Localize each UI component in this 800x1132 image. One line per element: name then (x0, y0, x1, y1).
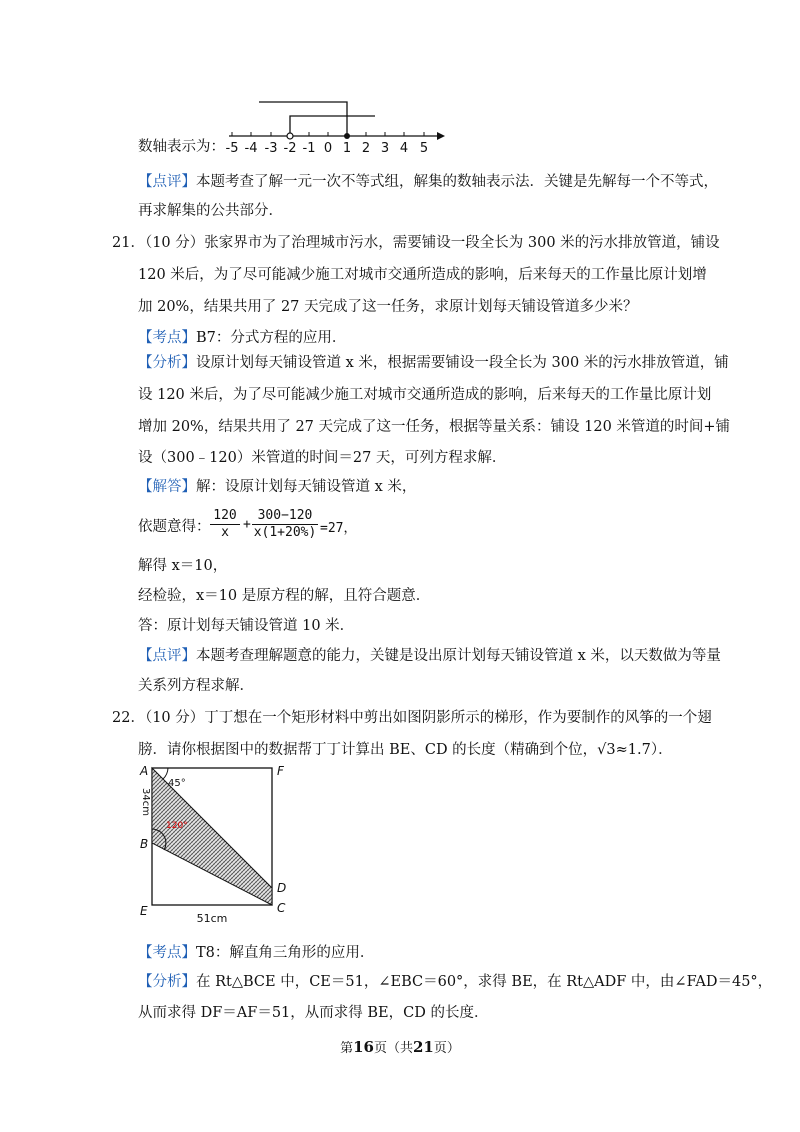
q21-fenxi-line2: 设 120 米后，为了尽可能减少施工对城市交通所造成的影响，后来每天的工作量比原计划 (138, 387, 712, 403)
angle-45-label: 45° (168, 778, 186, 789)
q22-line1: 22．（10 分）丁丁想在一个矩形材料中剪出如图阴影所示的梯形，作为要制作的风筝的一个翅 (112, 710, 712, 726)
point-D: D (277, 881, 287, 895)
page-number: 16 (353, 1038, 374, 1056)
tick-label: 3 (380, 141, 390, 156)
q21-jianyan: 经检验，x＝10 是原方程的解，且符合题意． (138, 588, 431, 604)
page-footer: 第16页（共21页） (340, 1038, 460, 1056)
fraction-2: $\frac{300-120}{x(1+20\%)}$ (253, 508, 317, 540)
q22-line2: 膀．请你根据图中的数据帮丁丁计算出 BE、CD 的长度（精确到个位，√3≈1.7）． (138, 742, 673, 758)
tick-label: 0 (323, 141, 333, 156)
tick-label: -5 (225, 141, 239, 156)
fraction-1: $\frac{120}{x}$ (210, 508, 240, 540)
plus-sign: + (243, 517, 251, 532)
tick-label: 1 (342, 141, 352, 156)
point-F: F (277, 764, 284, 778)
tick-label: -1 (302, 141, 316, 156)
point-A: A (140, 764, 149, 778)
tick-label: 4 (399, 141, 409, 156)
q21-yiti: 依题意得： (138, 519, 211, 535)
numberline-label: 数轴表示为： (138, 139, 225, 155)
tick-label: 2 (361, 141, 371, 156)
q22-fenxi-line2: 从而求得 DF＝AF＝51，从而求得 BE，CD 的长度． (138, 1005, 489, 1021)
total-pages: 21 (413, 1038, 434, 1056)
equation-rhs: =27， (320, 521, 357, 536)
q21-jieda: 【解答】解：设原计划每天铺设管道 x 米， (138, 479, 417, 495)
review-tag: 【点评】 (138, 174, 196, 190)
q21-kaodian: 【考点】B7：分式方程的应用． (138, 330, 347, 346)
q21-line3: 加 20%，结果共用了 27 天完成了这一任务，求原计划每天铺设管道多少米？ (138, 299, 638, 315)
q21-line2: 120 米后，为了尽可能减少施工对城市交通所造成的影响，后来每天的工作量比原计划增 (138, 267, 707, 283)
point-C: C (277, 901, 286, 915)
q21-fenxi-line1: 【分析】设原计划每天铺设管道 x 米，根据需要铺设一段全长为 300 米的污水排放管道，铺 (138, 355, 729, 371)
number-line (225, 98, 450, 158)
q21-fenxi-line3: 增加 20%，结果共用了 27 天完成了这一任务，根据等量关系：铺设 120 米管道的时间+铺 (138, 419, 731, 435)
review-20-line1: 【点评】本题考查了解一元一次不等式组，解集的数轴表示法．关键是先解每一个不等式， (138, 174, 718, 190)
tick-label: -2 (283, 141, 297, 156)
q21-jiede: 解得 x＝10， (138, 558, 228, 574)
q22-fenxi-line1: 【分析】在 Rt△BCE 中，CE＝51，∠EBC＝60°，求得 BE，在 Rt△ADF 中，由∠FAD＝45°， (138, 974, 773, 990)
q22-kaodian: 【考点】T8：解直角三角形的应用． (138, 945, 375, 961)
tick-label: -4 (244, 141, 258, 156)
q21-line1: 21．（10 分）张家界市为了治理城市污水，需要铺设一段全长为 300 米的污水排放管道，铺设 (112, 235, 720, 251)
tick-label: -3 (264, 141, 278, 156)
tick-label: 5 (419, 141, 429, 156)
q21-dianping-line2: 关系列方程求解． (138, 678, 254, 694)
kite-wing-figure (138, 760, 298, 925)
q21-fenxi-line4: 设（300﹣120）米管道的时间＝27 天，可列方程求解． (138, 450, 507, 466)
review-20-line2: 再求解集的公共部分． (138, 203, 283, 219)
q21-dianping-line1: 【点评】本题考查理解题意的能力，关键是设出原计划每天铺设管道 x 米，以天数做为等量 (138, 648, 721, 664)
point-B: B (140, 837, 149, 851)
length-34cm: 34cm (140, 788, 151, 816)
point-E: E (140, 904, 148, 918)
q21-answer: 答：原计划每天铺设管道 10 米． (138, 618, 355, 634)
length-51cm: 51cm (196, 912, 228, 925)
angle-120-label: 120° (166, 821, 188, 831)
